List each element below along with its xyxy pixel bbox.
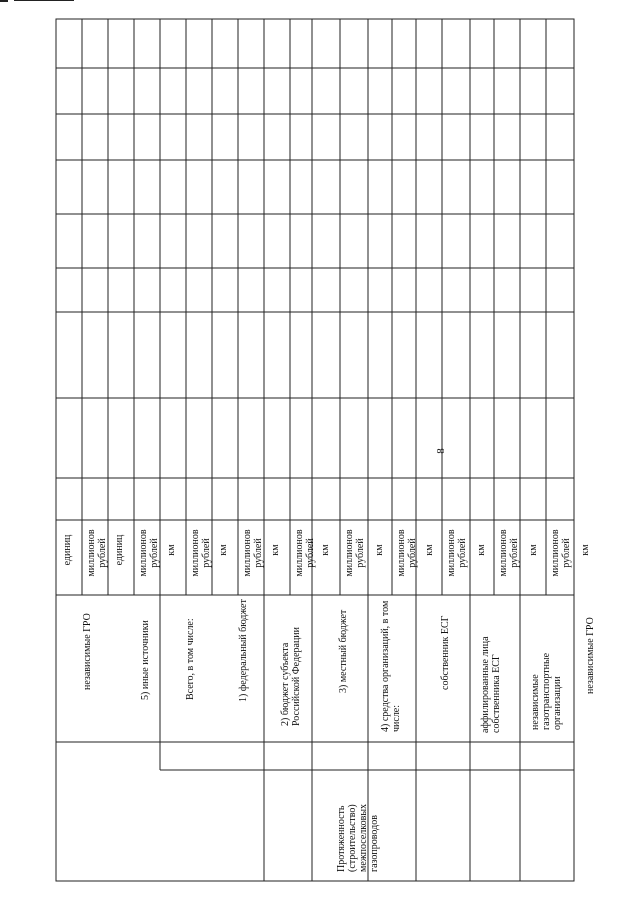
unit-label: миллионов рублей (138, 529, 160, 577)
unit-label: единиц (114, 534, 125, 566)
scan-mark (14, 0, 74, 1)
row-label: Всего, в том числе: (185, 618, 196, 700)
unit-label: единиц (62, 534, 73, 566)
unit-label: км (528, 544, 539, 556)
unit-label: миллионов рублей (396, 529, 418, 577)
unit-label: км (218, 544, 229, 556)
unit-label: миллионов рублей (86, 529, 108, 577)
unit-label: км (166, 544, 177, 556)
row-label: независимые газотранспортные организации (530, 652, 563, 730)
row-label: независимые ГРО (82, 613, 93, 690)
row-label: 4) средства организаций, в том числе: (380, 600, 402, 732)
unit-label: км (270, 544, 281, 556)
unit-label: км (424, 544, 435, 556)
unit-label: км (476, 544, 487, 556)
unit-label: км (580, 544, 591, 556)
row-label: независимые ГРО (585, 617, 596, 694)
unit-label: миллионов рублей (242, 529, 264, 577)
unit-label: миллионов рублей (344, 529, 366, 577)
unit-label: миллионов рублей (498, 529, 520, 577)
unit-label: миллионов рублей (446, 529, 468, 577)
unit-label: миллионов рублей (550, 529, 572, 577)
unit-label: км (320, 544, 331, 556)
row-label: аффилированные лица собственника ЕСГ (480, 636, 502, 733)
row-label: собственник ЕСГ (440, 615, 451, 690)
unit-label: миллионов рублей (190, 529, 212, 577)
scan-mark (0, 0, 8, 2)
row-label: 3) местный бюджет (338, 609, 349, 693)
row-label: 2) бюджет субъекта Российской Федерации (280, 626, 302, 726)
section-label: Протяженность (строительство) межпоселковых газопроводов (336, 803, 380, 872)
page-number: 8 (434, 448, 447, 454)
unit-label: миллионов рублей (294, 529, 316, 577)
unit-label: км (374, 544, 385, 556)
row-label: 1) федеральный бюджет (238, 599, 249, 702)
row-label: 5) иные источники (140, 620, 151, 700)
